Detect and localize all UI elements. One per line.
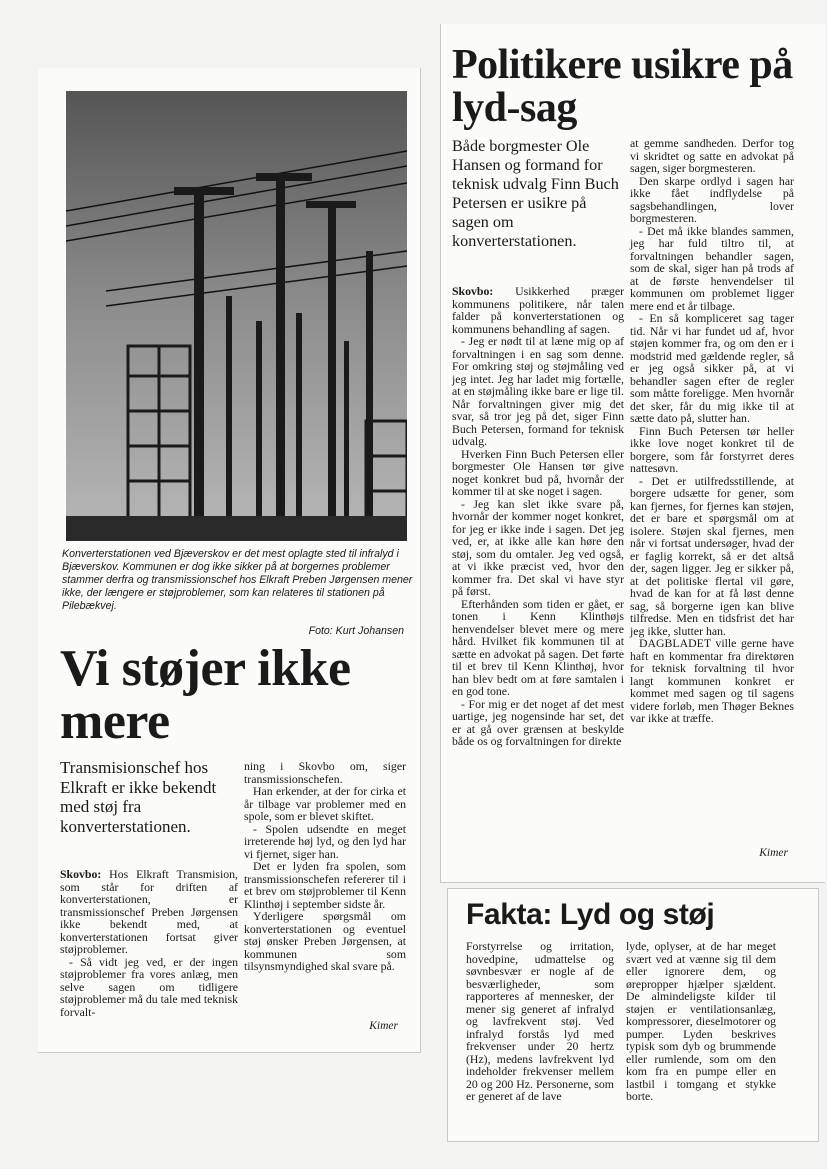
- byline-place: Skovbo:: [452, 284, 494, 298]
- byline-place: Skovbo:: [60, 867, 102, 881]
- right-lead: Både borgmester Ole Hansen og formand for teknisk udvalg Finn Buch Petersen er usikre på sagen om konverterstationen.: [452, 137, 619, 250]
- left-lead: Transmisionschef hos Elkraft er ikke bekendt med støj fra konverterstationen.: [60, 758, 217, 836]
- left-column-2: [244, 760, 406, 973]
- fakta-headline: Fakta: Lyd og støj: [466, 898, 715, 931]
- paragraph: Yderligere spørgsmål om konverterstationen og eventuel støj ønsker Preben Jørgensen, at kommunen som tilsynsmyndighed skal svare på.: [244, 909, 406, 973]
- fakta-column-2: [626, 940, 776, 1103]
- photo-caption: Konverterstationen ved Bjæverskov er det mest oplagte sted til infralyd i Bjæverskov. Kommunen er dog ikke sikker på at borgernes problemer stammer derfra og transmissionschef hos Elkraft Preben Jørgensen mener ikke, der længere er støjproblemer, som kan relateres til stationen på Pilebækvej.: [62, 548, 413, 612]
- left-headline: Vi støjer ikke mere: [60, 640, 351, 750]
- paragraph: DAGBLADET ville gerne have haft en kommentar fra direktøren for teknisk forvaltning til hvor langt kommunen konkret er kommet med sagen og til sagens videre forløb, men Thøger Beknes var ikke at træffe.: [630, 636, 794, 725]
- paragraph: - Jeg er nødt til at læne mig op af forvaltningen i en sag som denne. For omkring støj og støjmåling ved jeg intet. Jeg har ladet mig fortælle, at en støjmåling ikke bare er lige til. Når forvaltningen giver mig det svar, så tror jeg på det, siger Finn Buch Petersen, formand for teknisk udvalg.: [452, 334, 624, 448]
- right-column-1: [452, 285, 624, 748]
- paragraph: - Spolen udsendte en meget irreterende høj lyd, og den lyd har vi fjernet, siger han.: [244, 821, 406, 861]
- paragraph: Finn Buch Petersen tør heller ikke love noget konkret til de borgere, som får forstyrret deres nattesøvn.: [630, 423, 794, 475]
- paragraph: - Det er utilfredsstillende, at borgere udsætte for gener, som kan fjernes, for fjernes kan støjen, det er bare et spørgsmål om at isolere. Støjen skal fjernes, men når vi fortsat undersøger, hvad der er faglig korrekt, så er det altså der, sagen ligger. Jeg er sikker på, at det politiske flertal vil gøre, hvad de kan for at få løst denne sag, så borgerne igen kan blive tilfredse. Men en tidsfrist det har jeg ikke, slutter han.: [630, 473, 794, 638]
- paragraph: - Så vidt jeg ved, er der ingen støjproblemer fra vores anlæg, men selve sagen om tidligere støjproblemer må du tale med teknisk forvalt-: [60, 954, 238, 1019]
- paragraph: ning i Skovbo om, siger transmissionschefen.: [244, 759, 406, 786]
- paragraph: Efterhånden som tiden er gået, er tonen i Kenn Klinthøjs henvendelser blevet mere og mere hård. Hvilket fik kommunen til at sætte en advokat på sagen. Det førte til et brev til Kenn Klinthøj, hvor han blev bedt om at føre samtalen i en god tone.: [452, 596, 624, 698]
- photo-credit: Foto: Kurt Johansen: [308, 625, 404, 637]
- paragraph: - Jeg kan slet ikke svare på, hvornår der kommer noget konkret, for jeg er ikke inde i sagen. Det jeg ved, er, at ikke alle kan høre den støj, som du omtaler. Jeg ved også, at vi ikke præcist ved, hvor den kommer fra. Det skal vi have styr på først.: [452, 496, 624, 598]
- paragraph: - Det må ikke blandes sammen, jeg har fuld tiltro til, at forvaltningen behandler sagen, som de skal, siger han på trods af at de første henvendelser til kommunen om problemet ligger mere end et år tilbage.: [630, 223, 794, 313]
- substation-photo: [66, 91, 407, 541]
- paragraph: - For mig er det noget af det mest uartige, jeg nogensinde har set, det er at gå over grænsen at beskylde både os og forvaltningen for direkte: [452, 696, 624, 748]
- right-column-2: [630, 137, 794, 725]
- paragraph: lyde, oplyser, at de har meget svært ved at vænne sig til dem eller ignorere dem, og ørepropper hjælper sjældent. De almindeligste kilder til støjen er ventilationsanlæg, kompressorer, dieselmotorer og pumper. Lyden beskrives typisk som dyb og brummende eller rumlende, som om den kom fra en pumpe eller en lastbil i tomgang et stykke borte.: [626, 939, 776, 1103]
- paragraph: Hverken Finn Buch Petersen eller borgmester Ole Hansen tør give noget konkret bud på, hvornår der kommer til at ske noget i sagen.: [452, 446, 624, 498]
- fakta-column-1: [466, 940, 614, 1103]
- left-column-1: [60, 868, 238, 1018]
- paragraph: Det er lyden fra spolen, som transmissionschefen refererer til i et brev om støjproblemer til Kenn Klinthøj i september sidste år.: [244, 859, 406, 911]
- paragraph: at gemme sandheden. Derfor tog vi skridtet og satte en advokat på sagen, siger borgmesteren.: [630, 136, 794, 175]
- paragraph: Han erkender, at der for cirka et år tilbage var problemer med en spole, som er blevet skiftet.: [244, 784, 406, 823]
- paragraph: Skovbo: Hos Elkraft Transmision, som står for driften af konverterstationen, er transmissionschef Preben Jørgensen ikke bekendt med, at konverterstationen fortsat giver støjproblemer.: [60, 867, 238, 956]
- paragraph: Forstyrrelse og irritation, hovedpine, udmattelse og søvnbesvær er nogle af de besværligheder, som rapporteres af mennesker, der mener sig generet af infralyd og lavfrekvent støj. Ved infralyd forstås lyd med frekvenser under 20 hertz (Hz), medens lavfrekvent lyd indeholder frekvenser mellem 20 og 200 Hz. Personerne, som er generet af de lave: [466, 939, 614, 1103]
- right-signature: Kimer: [759, 847, 788, 859]
- paragraph: - En så kompliceret sag tager tid. Når vi har fundet ud af, hvor støjen kommer fra, og om den er i modstrid med gældende regler, så er jeg også sikker på, at vi behandler sagen efter de regler som måtte foreligge. Men hvornår det sker, får du mig ikke til at sætte dato på, slutter han.: [630, 311, 794, 425]
- paragraph: Den skarpe ordlyd i sagen har ikke fået indflydelse på sagsbehandlingen, lover borgmesteren.: [630, 173, 794, 225]
- paragraph: Skovbo: Usikkerhed præger kommunens politikere, når talen falder på konverterstationen og kommunens behandling af sagen.: [452, 284, 624, 336]
- right-headline: Politikere usikre på lyd-sag: [452, 42, 793, 131]
- left-signature: Kimer: [369, 1020, 398, 1032]
